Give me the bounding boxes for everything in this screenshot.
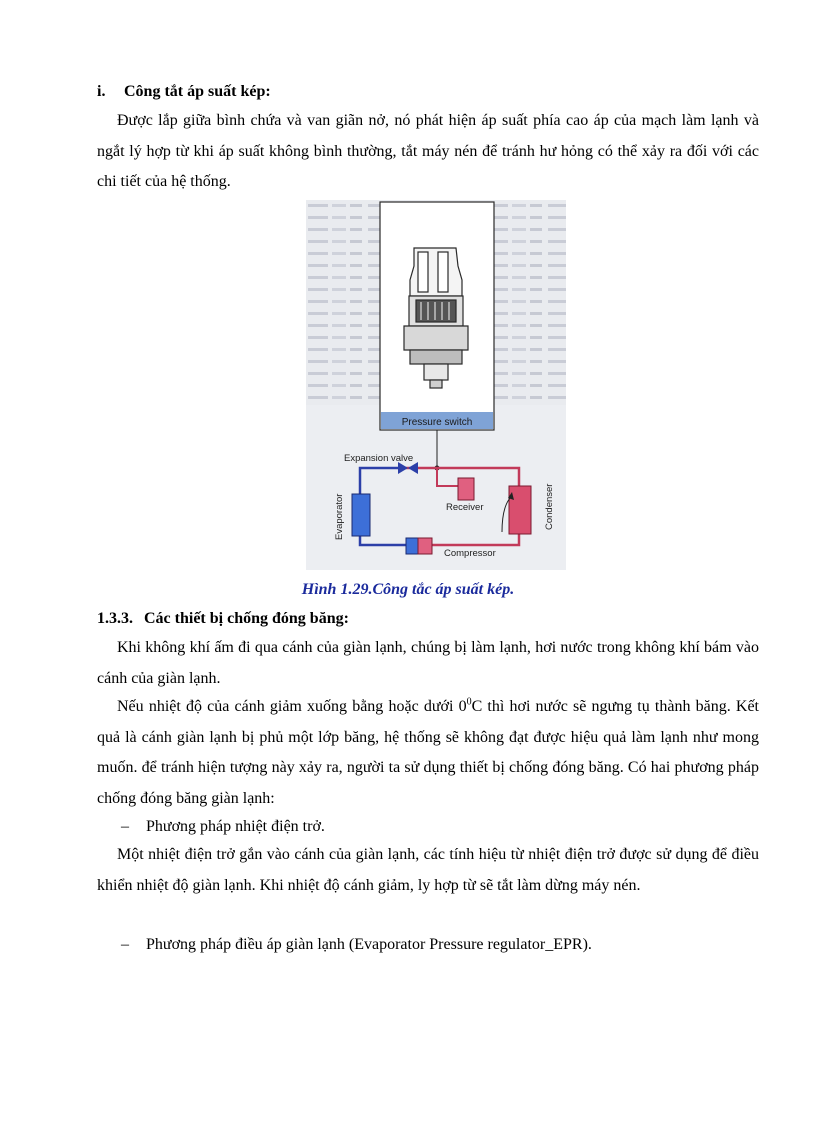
pressure-switch-label: Pressure switch (401, 417, 473, 428)
expansion-valve-label: Expansion valve (344, 453, 414, 464)
evaporator-label: Evaporator (334, 493, 345, 540)
bullet-dash: – (121, 818, 129, 835)
section-133-heading (97, 609, 349, 629)
bullet-item-1 (121, 817, 325, 837)
superscript-degree: 0 (466, 696, 472, 708)
compressor-label: Compressor (444, 548, 496, 559)
condenser-label: Condenser (544, 483, 555, 530)
paragraph-4: Một nhiệt điện trở gắn vào cánh của giàn lạnh, các tính hiệu từ nhiệt điện trở được sử dụng để điều khiển nhiệt độ giàn lạnh. Khi nhiệt độ cánh giảm, ly hợp từ sẽ tắt làm dừng máy nén. (97, 846, 759, 894)
pressure-switch-diagram (306, 200, 566, 570)
bullet-text: Phương pháp nhiệt điện trở. (146, 818, 325, 835)
section-title: Công tắt áp suất kép: (124, 83, 271, 100)
receiver-label: Receiver (446, 502, 484, 513)
paragraph-3 (97, 692, 759, 814)
paragraph-3-start: Nếu nhiệt độ của cánh giảm xuống bằng hoặc dưới 0 (117, 698, 467, 715)
bullet-item-2 (121, 935, 592, 955)
pressure-switch-figure (306, 200, 566, 570)
paragraph-2: Khi không khí ấm đi qua cánh của giàn lạnh, chúng bị làm lạnh, hơi nước trong không khí bám vào cánh của giàn lạnh. (97, 639, 759, 687)
bullet-text: Phương pháp điều áp giàn lạnh (Evaporator Pressure regulator_EPR). (146, 936, 592, 953)
section-number: i. (97, 83, 106, 100)
section-number: 1.3.3. (97, 610, 133, 627)
paragraph-1: Được lắp giữa bình chứa và van giãn nở, nó phát hiện áp suất phía cao áp của mạch làm lạnh và ngắt lý hợp từ khi áp suất không bình thường, tắt máy nén để tránh hư hỏng có thể xảy ra đối với các chi tiết của hệ thống. (97, 112, 759, 190)
paragraph-3-rest: C thì hơi nước sẽ ngưng tụ thành băng. Kết quả là cánh giàn lạnh bị phủ một lớp băng, hệ thống sẽ không đạt được hiệu quả làm lạnh như mong muốn. để tránh hiện tượng này xảy ra, người ta sử dụng thiết bị chống đóng băng. Có hai phương pháp chống đóng băng giàn lạnh: (97, 698, 759, 807)
section-i-heading (97, 82, 271, 102)
section-title: Các thiết bị chống đóng băng: (144, 610, 349, 627)
figure-caption: Hình 1.29.Công tắc áp suất kép. (301, 581, 515, 598)
bullet-dash: – (121, 936, 129, 953)
